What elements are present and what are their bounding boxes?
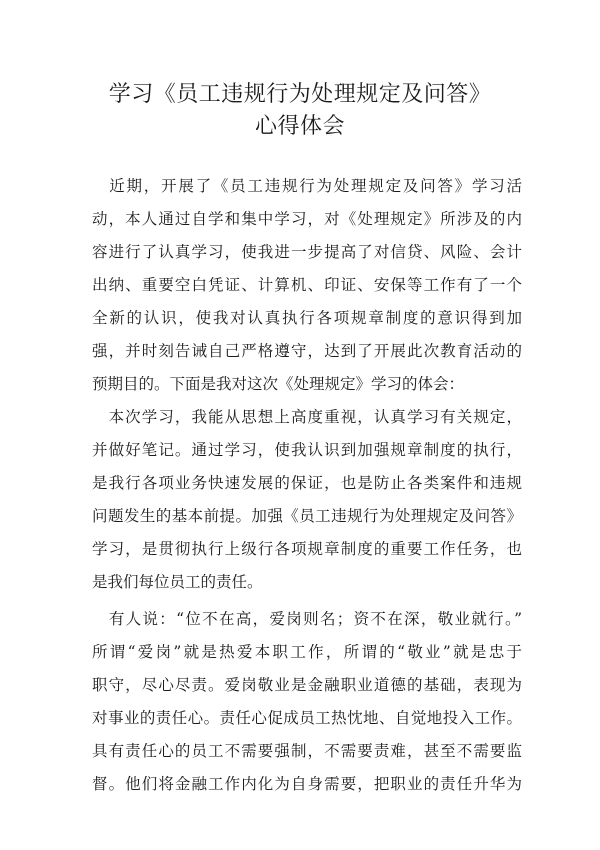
body-text-line: 近期，开展了《员工违规行为处理规定及问答》学习活 [92, 177, 522, 195]
body-text-line: 所谓“爱岗”就是热爱本职工作，所谓的“敬业”就是忠于 [92, 643, 522, 661]
body-text-line: 是我行各项业务快速发展的保证，也是防止各类案件和违规 [92, 474, 522, 492]
body-text-line: 督。他们将金融工作内化为自身需要，把职业的责任升华为 [92, 775, 522, 793]
body-text-line: 本次学习，我能从思想上高度重视，认真学习有关规定， [92, 408, 522, 426]
document-title: 学习《员工违规行为处理规定及问答》 [108, 82, 492, 107]
body-text-line: 并做好笔记。通过学习，使我认识到加强规章制度的执行， [92, 441, 522, 459]
body-text-line: 出纳、重要空白凭证、计算机、印证、安保等工作有了一个 [92, 276, 522, 294]
body-text-line: 预期目的。下面是我对这次《处理规定》学习的体会： [92, 375, 465, 393]
body-text-line: 问题发生的基本前提。加强《员工违规行为处理规定及问答》 [92, 507, 522, 525]
body-text-line: 职守，尽心尽责。爱岗敬业是金融职业道德的基础，表现为 [92, 676, 522, 694]
document-subtitle: 心得体会 [254, 114, 345, 139]
body-text-line: 容进行了认真学习，使我进一步提高了对信贷、风险、会计 [92, 243, 522, 261]
body-text-line: 是我们每位员工的责任。 [92, 573, 263, 591]
body-text-line: 学习，是贯彻执行上级行各项规章制度的重要工作任务，也 [92, 540, 522, 558]
body-text-line: 具有责任心的员工不需要强制，不需要责难，甚至不需要监 [92, 742, 522, 760]
body-text-line: 有人说：“位不在高，爱岗则名；资不在深，敬业就行。” [92, 610, 522, 628]
body-text-line: 全新的认识，使我对认真执行各项规章制度的意识得到加 [92, 309, 522, 327]
body-text-line: 对事业的责任心。责任心促成员工热忱地、自觉地投入工作。 [92, 709, 522, 727]
document-body [92, 170, 522, 801]
body-text-line: 强，并时刻告诫自己严格遵守，达到了开展此次教育活动的 [92, 342, 522, 360]
body-text-line: 动，本人通过自学和集中学习，对《处理规定》所涉及的内 [92, 210, 522, 228]
